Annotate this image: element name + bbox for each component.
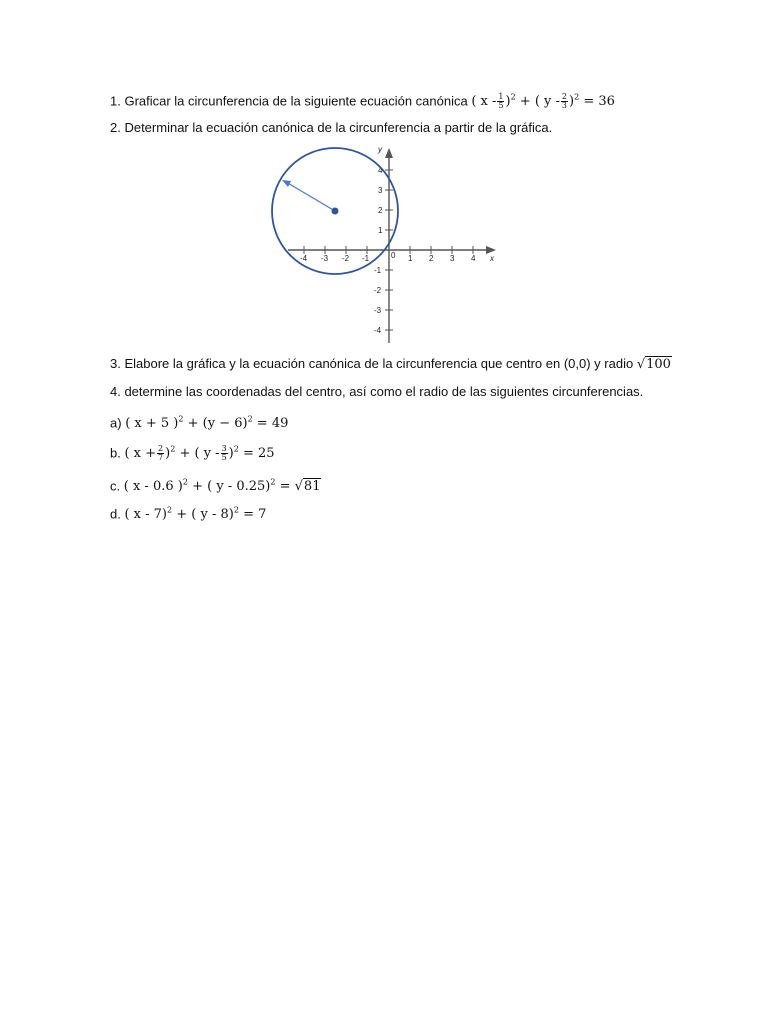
question-1-text: 1. Graficar la circunferencia de la siguiente ecuación canónica <box>110 93 468 109</box>
radicand: 100 <box>646 357 671 372</box>
question-2 <box>110 119 552 137</box>
exponent: 2 <box>178 415 184 424</box>
item-c-equation <box>124 479 322 494</box>
question-3-text: 3. Elabore la gráfica y la ecuación canónica de la circunferencia que centro en (0,0) y radio <box>110 356 634 371</box>
eq-x-term: ( x - 7) <box>124 507 168 523</box>
y-tick-label: -2 <box>374 286 382 295</box>
item-b-equation <box>124 446 274 461</box>
center-point <box>332 208 339 215</box>
question-1-equation <box>471 94 615 109</box>
exponent: 2 <box>233 445 239 454</box>
y-tick-label: 2 <box>378 206 383 215</box>
fraction-y <box>561 93 568 110</box>
eq-close: ) <box>228 446 234 462</box>
item-c <box>110 474 321 496</box>
item-a <box>110 411 288 433</box>
y-tick-label: -1 <box>374 266 382 275</box>
item-label: a) <box>110 415 122 431</box>
plus-sign: + <box>187 416 199 432</box>
exponent: 2 <box>167 506 173 515</box>
question-1 <box>110 89 615 111</box>
equals-sign: = <box>279 479 291 495</box>
y-tick-label: 3 <box>378 186 383 195</box>
eq-x-term: ( x - <box>471 94 497 110</box>
exponent: 2 <box>233 506 239 515</box>
radical-icon: √ <box>294 479 303 495</box>
x-axis-arrow-icon <box>486 246 496 254</box>
fraction-numerator: 3 <box>221 444 227 454</box>
eq-rhs: = 7 <box>243 507 267 523</box>
fraction-denominator: 7 <box>158 453 164 463</box>
eq-y-term: (y − 6) <box>202 416 248 432</box>
radius-line <box>286 182 335 211</box>
exponent: 2 <box>170 445 176 454</box>
item-d-equation <box>124 507 266 522</box>
eq-x-term: ( x + <box>124 446 157 462</box>
eq-y-term: ( y - 8) <box>191 507 234 523</box>
fraction-numerator: 2 <box>561 92 568 102</box>
radical-icon: √ <box>636 357 646 372</box>
question-3 <box>110 355 672 374</box>
eq-x-term: ( x - 0.6 ) <box>123 479 183 495</box>
plus-sign: + <box>179 446 191 462</box>
question-2-text: 2. Determinar la ecuación canónica de la circunferencia a partir de la gráfica. <box>110 120 553 135</box>
y-tick-label: 1 <box>378 226 383 235</box>
x-tick-label: 4 <box>471 254 476 263</box>
item-label: c. <box>110 478 121 494</box>
exponent: 2 <box>247 415 253 424</box>
eq-y-term: ( y - <box>534 94 560 110</box>
x-tick-label: -2 <box>342 254 350 263</box>
item-label: d. <box>110 506 121 522</box>
radius-arrow-icon <box>282 180 291 187</box>
plus-sign: + <box>176 507 188 523</box>
eq-x-term: ( x + 5 ) <box>125 416 179 432</box>
eq-rhs: = 36 <box>583 94 615 110</box>
plus-sign: + <box>192 479 203 495</box>
fraction-y <box>221 445 228 462</box>
y-axis-arrow-icon <box>385 148 393 158</box>
y-axis-label: y <box>378 145 382 154</box>
fraction-denominator: 5 <box>498 101 504 111</box>
y-tick-label: -4 <box>374 326 382 335</box>
y-tick-label: -3 <box>374 306 382 315</box>
origin-label: 0 <box>391 251 396 260</box>
radicand: 81 <box>303 479 321 495</box>
fraction-x <box>157 445 164 462</box>
y-tick-label: 4 <box>378 166 383 175</box>
exponent: 2 <box>510 93 516 102</box>
eq-rhs: = 49 <box>256 416 289 432</box>
circle-graph <box>270 140 510 350</box>
eq-close: ) <box>165 446 171 462</box>
x-tick-label: 2 <box>429 254 434 263</box>
fraction-numerator: 1 <box>498 92 504 102</box>
eq-close: ) <box>505 94 511 110</box>
eq-y-term: ( y - 0.25) <box>207 479 271 495</box>
x-tick-label: -4 <box>300 254 308 263</box>
sqrt-expression <box>637 356 672 374</box>
eq-close: ) <box>569 94 575 110</box>
exponent: 2 <box>270 478 276 487</box>
item-label: b. <box>110 445 121 461</box>
item-d <box>110 502 266 524</box>
eq-rhs: = 25 <box>242 446 275 462</box>
plus-sign: + <box>519 94 531 110</box>
x-tick-label: -3 <box>321 254 329 263</box>
exponent: 2 <box>182 478 188 487</box>
sqrt-expression <box>295 478 322 496</box>
fraction-denominator: 3 <box>561 101 568 111</box>
x-tick-label: 1 <box>408 254 413 263</box>
fraction-x <box>497 93 504 110</box>
eq-y-term: ( y - <box>194 446 220 462</box>
question-4 <box>110 383 643 401</box>
fraction-numerator: 2 <box>158 444 164 454</box>
x-tick-label: 3 <box>450 254 455 263</box>
item-a-equation <box>125 416 288 431</box>
exponent: 2 <box>574 93 580 102</box>
x-tick-label: -1 <box>362 254 370 263</box>
question-4-text: 4. determine las coordenadas del centro, así como el radio de las siguientes circunferencias. <box>110 384 644 399</box>
fraction-denominator: 5 <box>221 453 227 463</box>
item-b <box>110 441 275 463</box>
x-axis-label: x <box>490 254 494 263</box>
